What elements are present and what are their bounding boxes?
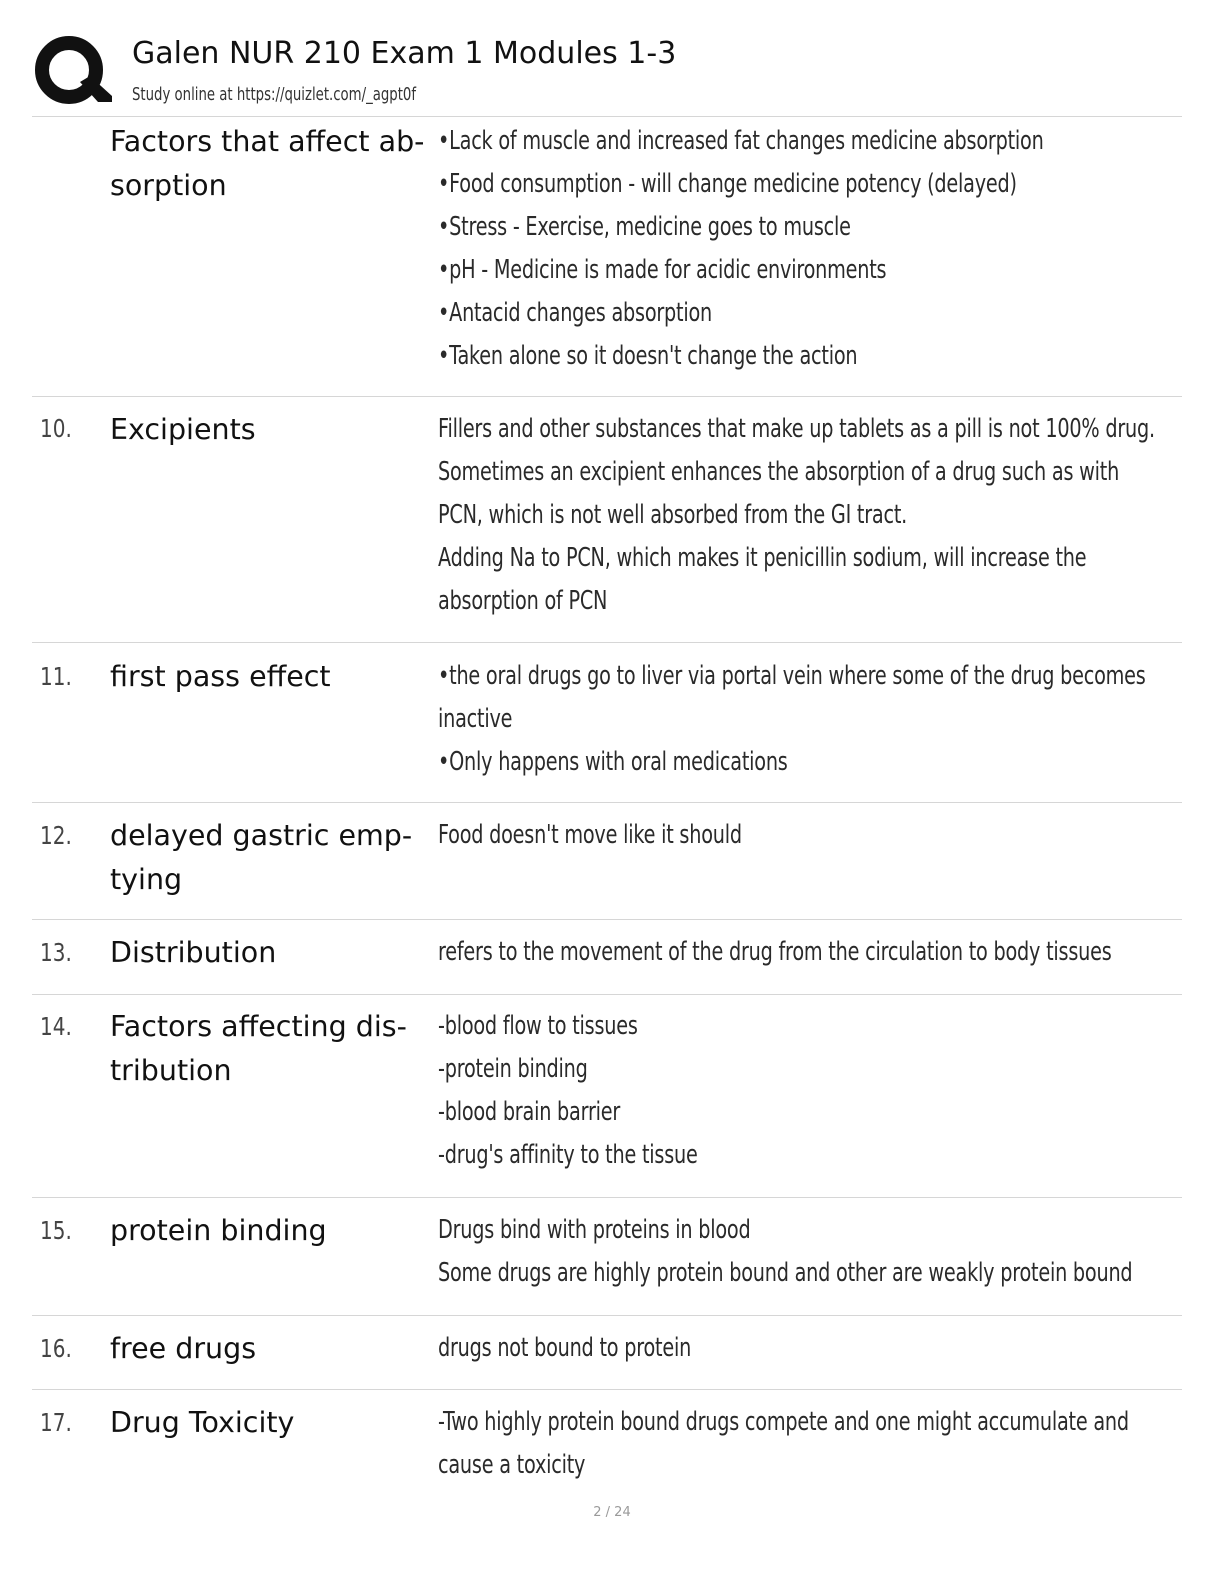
card-definition bbox=[438, 920, 1224, 994]
definition-line: •the oral drugs go to liver via portal vein where some of the drug becomes bbox=[438, 661, 1146, 691]
definition-line: inactive bbox=[438, 704, 513, 734]
card-number: 13. bbox=[40, 938, 72, 967]
card-term-line: Distribution bbox=[110, 936, 277, 969]
definition-line: •pH - Medicine is made for acidic environments bbox=[438, 255, 887, 285]
card-term-line: tribution bbox=[110, 1054, 232, 1087]
card-term-line: sorption bbox=[110, 169, 227, 202]
card-definition bbox=[438, 397, 1224, 642]
card-definition bbox=[438, 803, 1182, 919]
card-number: 10. bbox=[40, 414, 72, 443]
study-online-link-text[interactable]: Study online at https://quizlet.com/_agpt0f bbox=[132, 84, 417, 105]
card-term bbox=[110, 397, 438, 642]
card-term-line: Factors that affect ab- bbox=[110, 125, 425, 158]
card-term bbox=[110, 1316, 438, 1389]
card-number: 15. bbox=[40, 1216, 72, 1245]
definition-line: -blood flow to tissues bbox=[438, 1011, 638, 1041]
page-number: 2 / 24 bbox=[593, 1505, 631, 1520]
card-number bbox=[32, 118, 94, 396]
card-definition bbox=[438, 1198, 1224, 1315]
definition-line: •Only happens with oral medications bbox=[438, 747, 788, 777]
card-number: 14. bbox=[40, 1012, 72, 1041]
card-term-line: first pass effect bbox=[110, 660, 331, 693]
flashcard-row bbox=[32, 1316, 1182, 1390]
flashcard-row bbox=[32, 397, 1182, 643]
flashcard-row bbox=[32, 1390, 1182, 1500]
card-term bbox=[110, 803, 438, 919]
card-term-line: Drug Toxicity bbox=[110, 1406, 295, 1439]
flashcard-row bbox=[32, 118, 1182, 397]
definition-line: •Taken alone so it doesn't change the action bbox=[438, 341, 858, 371]
quizlet-q-logo-icon bbox=[32, 32, 112, 112]
definition-line: Fillers and other substances that make up tablets as a pill is not 100% drug. bbox=[438, 414, 1155, 444]
definition-line: refers to the movement of the drug from the circulation to body tissues bbox=[438, 937, 1112, 967]
flashcard-row bbox=[32, 1198, 1182, 1316]
card-term bbox=[110, 995, 438, 1197]
definition-line: -blood brain barrier bbox=[438, 1097, 621, 1127]
flashcard-row bbox=[32, 803, 1182, 920]
card-term-line: delayed gastric emp- bbox=[110, 819, 413, 852]
definition-line: drugs not bound to protein bbox=[438, 1333, 692, 1363]
card-number: 11. bbox=[40, 662, 72, 691]
card-number: 17. bbox=[40, 1408, 72, 1437]
flashcard-list bbox=[32, 118, 1182, 1500]
definition-line: -protein binding bbox=[438, 1054, 588, 1084]
card-term bbox=[110, 1390, 438, 1500]
definition-line: Sometimes an excipient enhances the absorption of a drug such as with bbox=[438, 457, 1120, 487]
definition-line: Some drugs are highly protein bound and other are weakly protein bound bbox=[438, 1258, 1133, 1288]
card-definition bbox=[438, 995, 1182, 1197]
flashcard-row bbox=[32, 920, 1182, 995]
definition-line: Adding Na to PCN, which makes it penicillin sodium, will increase the bbox=[438, 543, 1087, 573]
card-term bbox=[110, 643, 438, 802]
card-definition bbox=[438, 118, 1224, 396]
definition-line: •Stress - Exercise, medicine goes to muscle bbox=[438, 212, 851, 242]
definition-line: -drug's affinity to the tissue bbox=[438, 1140, 698, 1170]
definition-line: Food doesn't move like it should bbox=[438, 820, 742, 850]
definition-line: •Antacid changes absorption bbox=[438, 298, 713, 328]
card-term-line: tying bbox=[110, 863, 183, 896]
card-number: 16. bbox=[40, 1334, 72, 1363]
card-number: 12. bbox=[40, 821, 72, 850]
header-divider bbox=[32, 116, 1182, 117]
card-definition bbox=[438, 1316, 1182, 1389]
card-term bbox=[110, 920, 438, 994]
card-term bbox=[110, 1198, 438, 1315]
card-term bbox=[110, 118, 438, 396]
definition-line: cause a toxicity bbox=[438, 1450, 586, 1480]
card-definition bbox=[438, 643, 1224, 802]
flashcard-row bbox=[32, 995, 1182, 1198]
page-header bbox=[32, 30, 1182, 116]
page-title: Galen NUR 210 Exam 1 Modules 1-3 bbox=[132, 36, 677, 71]
definition-line: absorption of PCN bbox=[438, 586, 608, 616]
card-term-line: Excipients bbox=[110, 413, 256, 446]
definition-line: •Lack of muscle and increased fat changes medicine absorption bbox=[438, 126, 1044, 156]
card-term-line: protein binding bbox=[110, 1214, 327, 1247]
flashcard-row bbox=[32, 643, 1182, 803]
definition-line: PCN, which is not well absorbed from the GI tract. bbox=[438, 500, 908, 530]
definition-line: •Food consumption - will change medicine potency (delayed) bbox=[438, 169, 1017, 199]
card-term-line: Factors affecting dis- bbox=[110, 1010, 407, 1043]
card-definition bbox=[438, 1390, 1224, 1500]
definition-line: Drugs bind with proteins in blood bbox=[438, 1215, 751, 1245]
definition-line: -Two highly protein bound drugs compete and one might accumulate and bbox=[438, 1407, 1129, 1437]
card-term-line: free drugs bbox=[110, 1332, 257, 1365]
